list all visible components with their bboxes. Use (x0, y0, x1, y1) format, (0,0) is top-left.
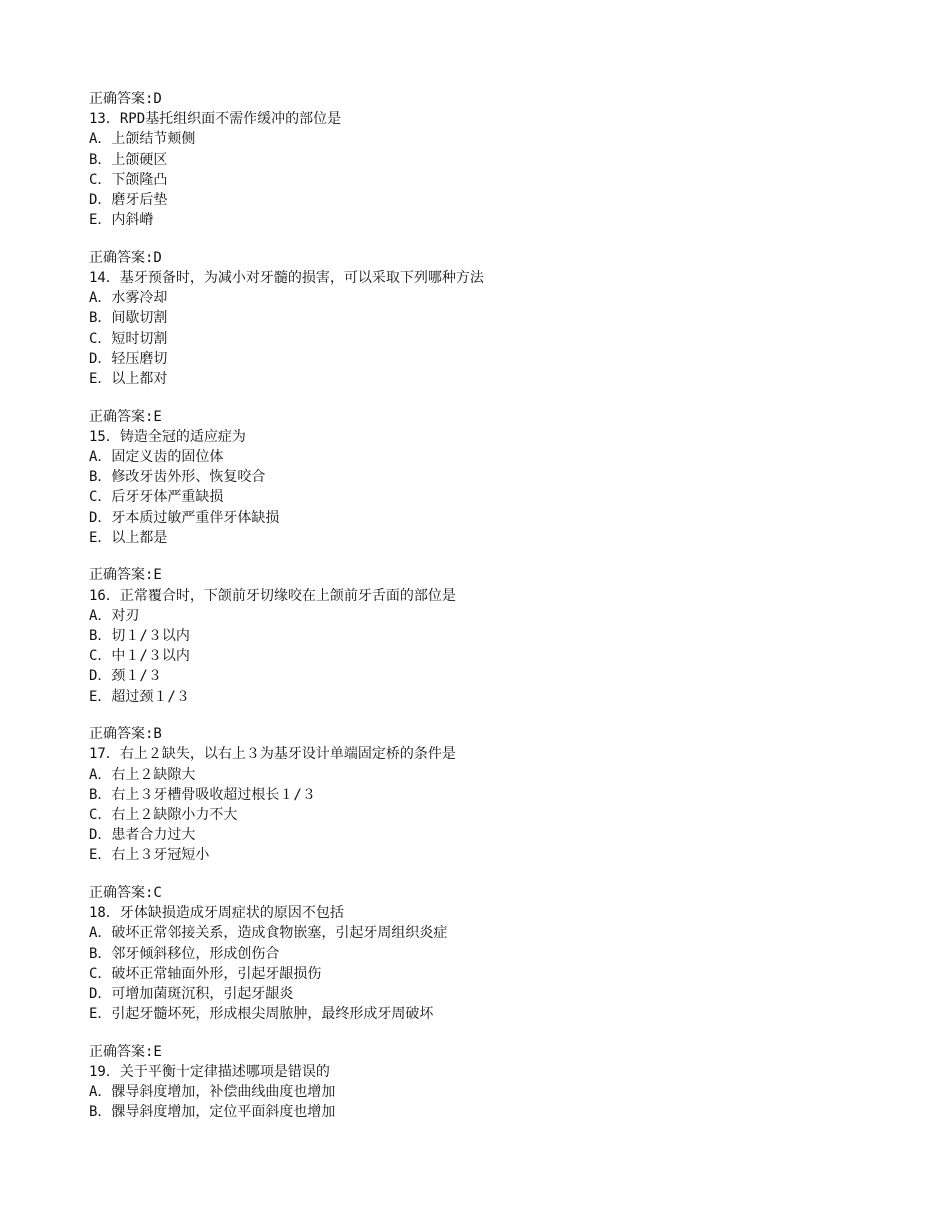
option-a: A．右上２缺隙大 (89, 766, 196, 783)
option-a: A．对刃 (89, 607, 140, 624)
option-e: E．内斜嵴 (89, 212, 154, 229)
answer-line: 正确答案:E (89, 408, 162, 425)
option-e: E．右上３牙冠短小 (89, 847, 210, 864)
question-block-17 (89, 724, 909, 865)
question-text: 15．铸造全冠的适应症为 (89, 428, 246, 445)
block-spacer (89, 389, 909, 407)
option-c: C．右上２缺隙小力不大 (89, 807, 238, 823)
option-b: B．右上３牙槽骨吸收超过根长１/３ (89, 786, 316, 803)
option-a: A．水雾冷却 (89, 290, 168, 307)
option-b: B．邻牙倾斜移位，形成创伤合 (89, 945, 280, 962)
question-text: 19．关于平衡十定律描述哪项是错误的 (89, 1064, 330, 1081)
block-spacer (89, 1024, 909, 1042)
question-text: 18．牙体缺损造成牙周症状的原因不包括 (89, 905, 344, 922)
block-spacer (89, 707, 909, 725)
question-block-18 (89, 883, 909, 1024)
option-c: C．破坏正常轴面外形，引起牙龈损伤 (89, 965, 322, 982)
option-d: D．牙本质过敏严重伴牙体缺损 (89, 509, 280, 526)
option-b: B．上颌硬区 (89, 151, 168, 168)
option-d: D．患者合力过大 (89, 827, 196, 844)
question-text: 14．基牙预备时，为减小对牙髓的损害，可以采取下列哪种方法 (89, 270, 484, 286)
option-e: E．超过颈１/３ (89, 688, 190, 705)
question-text: 16．正常覆合时，下颌前牙切缘咬在上颌前牙舌面的部位是 (89, 587, 456, 604)
document-page (89, 89, 909, 1123)
block-spacer (89, 230, 909, 248)
option-b: B．髁导斜度增加，定位平面斜度也增加 (89, 1104, 336, 1121)
block-spacer (89, 866, 909, 884)
option-b: B．切１/３以内 (89, 628, 190, 644)
question-block-19 (89, 1042, 909, 1123)
option-d: D．磨牙后垫 (89, 191, 168, 208)
answer-line: 正确答案:D (89, 249, 162, 266)
question-block-16 (89, 565, 909, 706)
question-block-15 (89, 407, 909, 548)
question-text: 17．右上２缺失，以右上３为基牙设计单端固定桥的条件是 (89, 746, 456, 763)
question-text: 13．RPD基托组织面不需作缓冲的部位是 (89, 111, 342, 128)
question-block-14 (89, 248, 909, 389)
option-a: A．髁导斜度增加，补偿曲线曲度也增加 (89, 1084, 336, 1101)
option-c: C．中１/３以内 (89, 648, 190, 665)
option-c: C．下颌隆凸 (89, 171, 168, 188)
option-e: E．以上都对 (89, 370, 168, 387)
option-a: A．固定义齿的固位体 (89, 449, 224, 465)
option-d: D．颈１/３ (89, 668, 162, 685)
option-e: E．以上都是 (89, 529, 168, 546)
option-b: B．修改牙齿外形、恢复咬合 (89, 469, 266, 486)
answer-line: 正确答案:C (89, 885, 162, 902)
answer-line: 正确答案:E (89, 567, 162, 584)
answer-line: 正确答案:E (89, 1043, 162, 1060)
option-c: C．短时切割 (89, 330, 168, 347)
option-a: A．上颌结节颊侧 (89, 131, 196, 148)
option-c: C．后牙牙体严重缺损 (89, 489, 224, 506)
answer-line: 正确答案:D (89, 91, 162, 107)
answer-line: 正确答案:B (89, 726, 162, 743)
option-b: B．间歇切割 (89, 310, 168, 327)
option-d: D．轻压磨切 (89, 350, 168, 367)
block-spacer (89, 548, 909, 566)
question-block-13 (89, 89, 909, 230)
option-d: D．可增加菌斑沉积，引起牙龈炎 (89, 986, 294, 1002)
option-a: A．破坏正常邻接关系，造成食物嵌塞，引起牙周组织炎症 (89, 925, 448, 942)
option-e: E．引起牙髓坏死，形成根尖周脓肿，最终形成牙周破坏 (89, 1006, 434, 1023)
